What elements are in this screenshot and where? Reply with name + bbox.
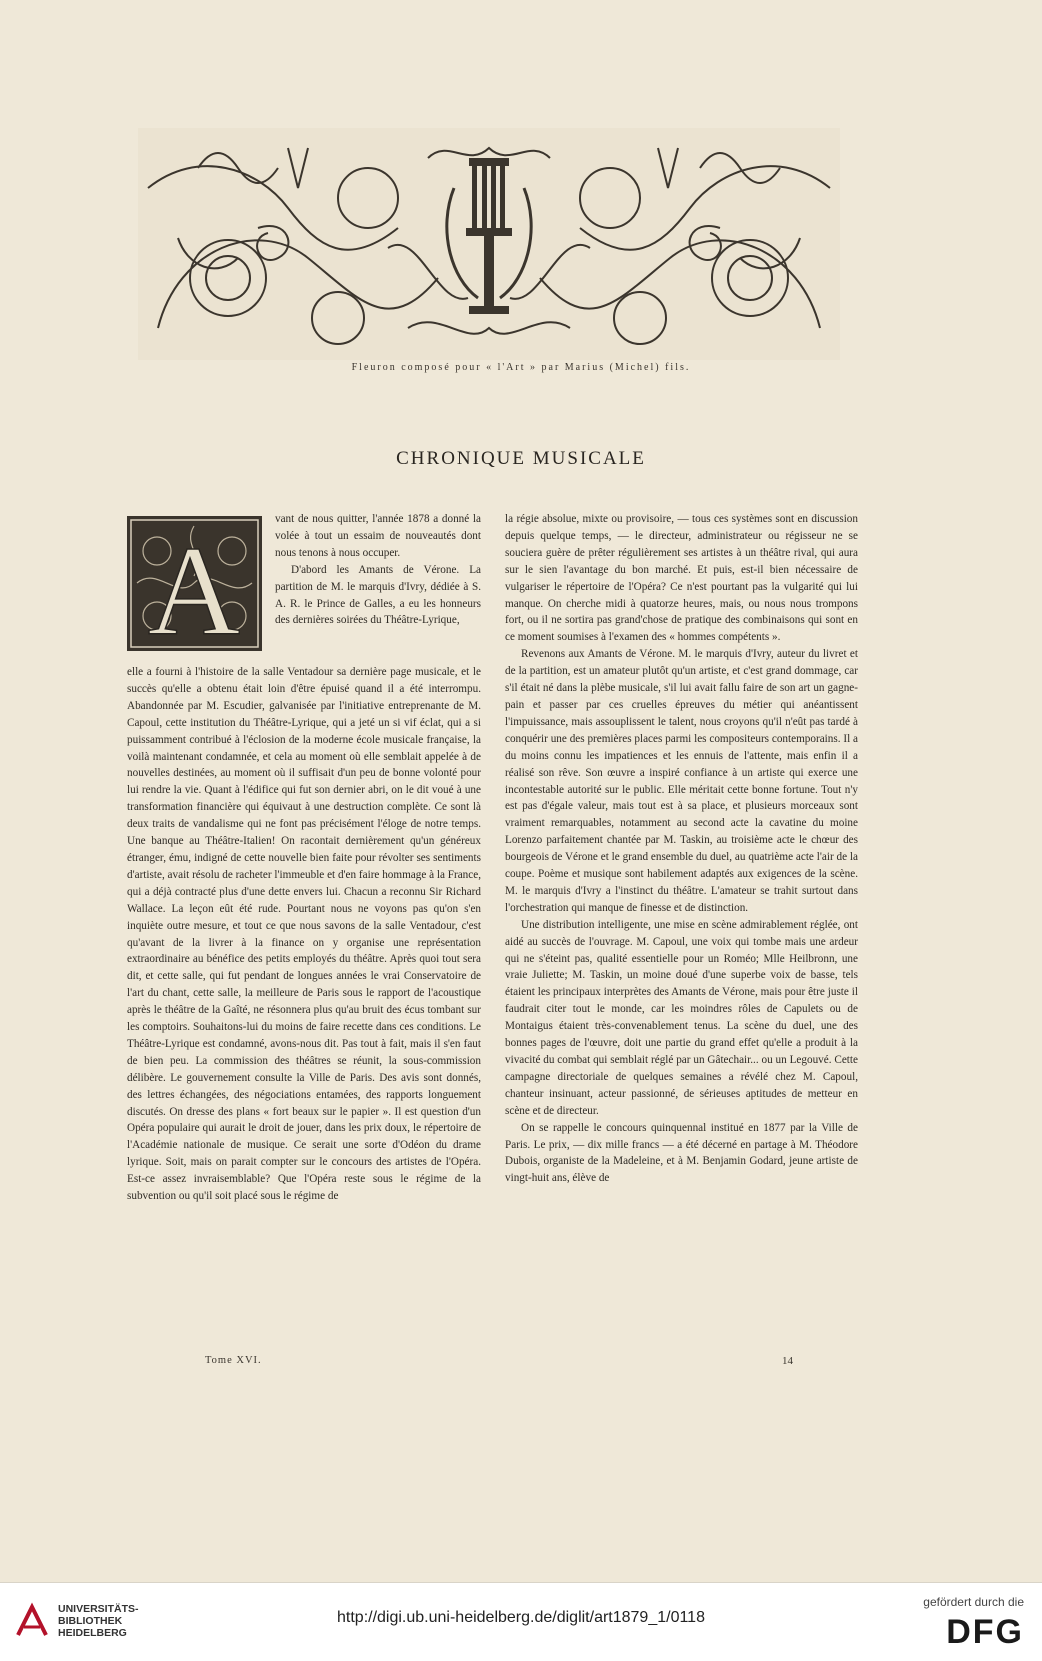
tome-label: Tome XVI. bbox=[205, 1355, 262, 1366]
right-column bbox=[505, 511, 858, 1187]
opening-paragraph: vant de nous quitter, l'année 1878 a donné la volée à tout un essaim de nouveautés dont nous tenons à nous occuper. bbox=[275, 513, 481, 559]
university-name-line1: UNIVERSITÄTS- bbox=[58, 1603, 139, 1615]
article-title: CHRONIQUE MUSICALE bbox=[396, 448, 646, 469]
fleuron-ornament bbox=[138, 128, 840, 360]
left-column-top bbox=[275, 511, 481, 629]
left-body-text: elle a fourni à l'histoire de la salle Ventadour sa dernière page musicale, et le succès qu'elle a obtenu était loin d'être épuisé quand il a été interrompu. Abandonnée par M. Escudier, galvanisée par l'initiative entreprenante de M. Capoul, cette institution du Théâtre-Lyrique, qui a jeté un si vif éclat, qui a si puissamment contribué à l'éclosion de la moderne école musicale française, la voilà maintenant condamnée, et cela au moment où elle semblait appelée à de nouvelles destinées, au moment où il suffisait d'un peu de bonne volonté pour lui rendre la vie. Quant à l'édifice qui fut son dernier abri, on le dit voué à une transformation financière qui équivaut à une destruction complète. Ce sont là deux traits de vandalisme qui ne font pas précisément l'éloge de notre temps. Une banque au Théâtre-Italien! On racontait dernièrement qu'un généreux étranger, ému, indigné de cette nouvelle bien faite pour révolter ses sentiments d'artiste, avait résolu de racheter l'immeuble et d'en faire hommage à la France, qui a déjà contracté plus d'une dette envers lui. Chacun a reconnu Sir Richard Wallace. La leçon eût été rude. Pourtant nous ne voyons pas qu'on s'en inquiète outre mesure, et tout ce que nous savons de la salle Ventadour, c'est qu'avant de la livrer à la finance on y organise une représentation extraordinaire au bénéfice des petits employés du théâtre. Après quoi tout sera dit, et cette salle, qui fut pendant de longues années le vrai Conservatoire de l'art du chant, cette salle, la meilleure de Paris sous le rapport de l'acoustique après le théâtre de la Gaîté, ne résonnera plus qu'au bruit des écus tombant sur les comptoirs. Souhaitons-lui du moins de faire recette dans ces conditions. Le Théâtre-Lyrique est condamné, avons-nous dit. Pas tout à fait, mais il s'en faut de bien peu. La commission des théâtres se réunit, la sous-commission délibère. Le gouvernement consulte la Ville de Paris. Des avis sont donnés, des lettres échangées, des négociations entamées, des rapports longuement discutés. On dresse des plans « fort beaux sur le papier ». Il est question d'un Opéra populaire qui aurait le droit de jouer, dans les prix doux, le répertoire de l'Académie nationale de musique. Ce serait une sorte d'Odéon du drame lyrique. Soit, mais on parait compter sur le concours des artistes de l'Opéra. Est-ce assez invraisemblable? Que l'Opéra reste sous le régime de la subvention ou qu'il soit placé sous le régime de bbox=[127, 666, 481, 1203]
dfg-logo[interactable]: DFG bbox=[946, 1613, 1024, 1651]
page-number: 14 bbox=[782, 1355, 793, 1367]
right-paragraph-4: On se rappelle le concours quinquennal institué en 1877 par la Ville de Paris. Le prix, — dix mille francs — a été décerné en partage à M. Théodore Dubois, organiste de la Madeleine, et à M. Benjamin Godard, jeune artiste de vingt-huit ans, élève de bbox=[505, 1121, 858, 1185]
university-name-line3: HEIDELBERG bbox=[58, 1627, 127, 1639]
ornament-caption: Fleuron composé pour « l'Art » par Marius (Michel) fils. bbox=[351, 362, 691, 373]
dropcap-letter-a bbox=[127, 516, 262, 651]
second-paragraph: D'abord les Amants de Vérone. La partition de M. le marquis d'Ivry, dédiée à S. A. R. le Prince de Galles, a eu les honneurs des dernières soirées du Théâtre-Lyrique, bbox=[275, 563, 481, 627]
university-name-line2: BIBLIOTHEK bbox=[58, 1615, 123, 1627]
funding-label: gefördert durch die bbox=[923, 1595, 1024, 1609]
viewer-footer bbox=[0, 1582, 1042, 1661]
left-column-body bbox=[127, 664, 481, 1205]
permalink-url[interactable]: http://digi.ub.uni-heidelberg.de/diglit/art1879_1/0118 bbox=[337, 1609, 705, 1626]
right-paragraph-2: Revenons aux Amants de Vérone. M. le marquis d'Ivry, auteur du livret et de la partition, est un amateur plutôt qu'un artiste, et c'est grand dommage, car s'il était né dans la plèbe musicale, s'il lui avait fallu faire de son art un gagne-pain et passer par ces cruelles épreuves du métier qui anéantissent l'impuissance, mais assouplissent le talent, nous croyons qu'il n'eût pas tardé à conquérir une des premières places parmi les compositeurs contemporains. Il a du moins connu les impatiences et les ennuis de l'attente, mais enfin il a réalisé son rêve. Son œuvre a inspiré confiance à un artiste qui exerce une incontestable autorité sur le public. Elle méritait cette bonne fortune. Tout n'y est pas d'égale valeur, mais tout est à sa place, et plusieurs morceaux sont vraiment remarquables, notamment au second acte la cavatine du moine Lorenzo parfaitement chantée par M. Taskin, au troisième acte le chœur des bourgeois de Vérone et le grand ensemble du duel, au quatrième acte l'air de la coupe. Poème et musique sont habilement adaptés aux exigences de la scène. M. le marquis d'Ivry a l'instinct du théâtre. L'amateur se trahit surtout dans l'orchestration qui manque de finesse et de distinction. bbox=[505, 648, 858, 914]
right-paragraph-1: la régie absolue, mixte ou provisoire, — tous ces systèmes sont en discussion depuis quelque temps, — le directeur, administrateur ou régisseur ne se souciera guère de prêter régulièrement ses artistes à un théâtre rival, qui aura sur le sien l'avantage du bon marché. Et puis, est-il bien nécessaire de vulgariser le répertoire de l'Opéra? Ce n'est pourtant pas la vulgarité qui lui manque. On cherche midi à quatorze heures, mais, ou nous nous trompons fort, ou il ne sortira pas grand'chose de pratique des combinaisons qui sont en ce moment soumises à l'examen des « hommes compétents ». bbox=[505, 513, 858, 644]
right-paragraph-3: Une distribution intelligente, une mise en scène admirablement réglée, ont aidé au succès de l'ouvrage. M. Capoul, une voix qui tombe mais une ardeur qui ne s'éteint pas, qualité essentielle pour un Roméo; Mlle Heilbronn, une vraie Juliette; M. Taskin, un moine doué d'une superbe voix de basse, tels étaient les principaux interprètes des Amants de Vérone, mais pour être juste il faudrait citer tout le monde, car les moindres rôles de Capulets ou de Montaigus étaient très-convenablement tenus. La scène du duel, une des bonnes pages de l'œuvre, doit une partie du grand effet qu'elle a produit à la vivacité du combat qui semblait réglé par un Gâtechair... ou un Legouvé. Cette campagne directoriale de quelques semaines a révélé chez M. Capoul, chanteur insinuant, acteur passionné, de sérieuses aptitudes de metteur en scène et de directeur. bbox=[505, 918, 858, 1117]
dropcap-glyph: A bbox=[147, 520, 241, 651]
